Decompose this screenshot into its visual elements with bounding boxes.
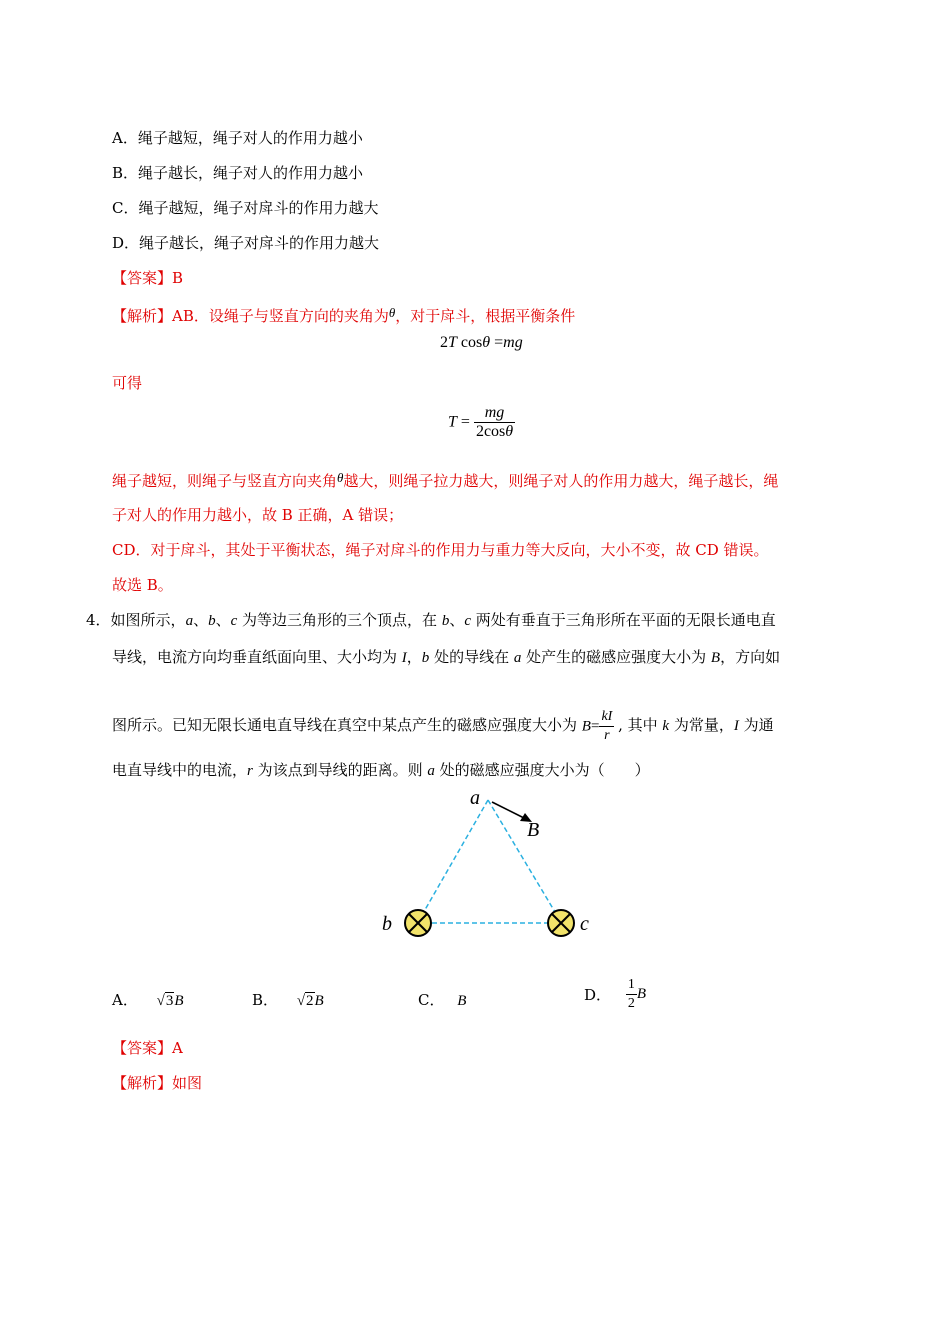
radicand: 3	[165, 993, 174, 1009]
text: 处产生的磁感应强度大小为	[521, 648, 711, 666]
triangle-figure	[370, 786, 610, 946]
wire-c-icon	[548, 910, 574, 936]
text: 为常量，	[669, 715, 734, 734]
answer-tag: 【答案】	[112, 269, 173, 287]
eq-term: =	[494, 334, 504, 351]
label-b: b	[382, 913, 392, 935]
formula-term: =	[590, 718, 600, 735]
var: b	[208, 613, 216, 629]
text: 、	[193, 611, 209, 629]
option-var: B	[314, 993, 324, 1009]
analysis-text: 如图	[172, 1074, 203, 1092]
option-var: B	[174, 993, 184, 1009]
text: 电直导线中的电流，	[112, 761, 248, 779]
question-number: 4．	[86, 611, 111, 629]
var: I	[733, 717, 739, 734]
sqrt-expression: √3	[156, 993, 174, 1009]
denominator: 2cos	[475, 423, 506, 440]
answer-value: A	[172, 1039, 183, 1057]
fraction	[626, 976, 637, 1013]
var: r	[247, 763, 253, 779]
var: b	[441, 613, 450, 629]
q4-answer-line	[112, 1038, 183, 1058]
question-4-line-1	[86, 610, 776, 631]
text: 处的磁感应强度大小为（ ）	[434, 761, 650, 779]
var: k	[662, 717, 670, 734]
paragraph-text: 绳子越短，则绳子与竖直方向夹角	[112, 472, 338, 490]
text: 为该点到导线的距离。则	[252, 761, 428, 779]
answer-line	[112, 268, 183, 288]
conclusion: 故选 B。	[112, 576, 173, 594]
eq-term: =	[460, 413, 470, 431]
label-a: a	[470, 787, 480, 809]
analysis-paragraph-2: CD．对于戽斗，其处于平衡状态，绳子对戽斗的作用力与重力等大反向，大小不变，故 CD 错误。	[112, 541, 769, 559]
triangle-side-ab	[418, 800, 488, 922]
option-var: B	[636, 986, 646, 1002]
eq-term: T	[448, 413, 457, 431]
question-4-line-4	[112, 760, 650, 781]
text: ，方向如	[720, 648, 781, 666]
theta-symbol: θ	[388, 305, 396, 320]
eq-term: m	[503, 334, 515, 351]
answer-value: B	[172, 269, 184, 287]
var: a	[513, 650, 522, 666]
option-var: B	[457, 993, 467, 1009]
var: c	[230, 613, 238, 629]
eq-term: θ	[482, 334, 491, 351]
question-4-line-3	[112, 708, 774, 745]
var: b	[421, 650, 430, 666]
eq-term: cos	[460, 334, 483, 351]
text: 、	[215, 611, 231, 629]
question-4-line-2	[112, 647, 780, 668]
q4-option-d	[584, 976, 646, 1013]
text: 如图所示，	[110, 611, 186, 629]
text: 两处有垂直于三角形所在平面的无限长通电直	[471, 611, 776, 629]
denominator: r	[604, 728, 610, 743]
eq-term: 2	[440, 334, 448, 351]
option-label: C．	[112, 199, 139, 217]
text: 为通	[738, 715, 774, 734]
numerator: mg	[474, 404, 515, 423]
analysis-paragraph-1	[112, 468, 778, 491]
analysis-tag: 【解析】	[112, 1074, 173, 1092]
text: ，	[406, 648, 422, 666]
option-label: D．	[112, 234, 140, 252]
numerator: kI	[599, 708, 614, 727]
eq-term: g	[514, 334, 523, 351]
analysis-tag: 【解析】	[112, 307, 173, 325]
label-B: B	[527, 819, 540, 841]
label-c: c	[580, 913, 589, 935]
theta-symbol: θ	[337, 470, 344, 485]
radicand: 2	[306, 993, 314, 1009]
option-text: 绳子越长，绳子对人的作用力越小	[138, 164, 364, 182]
text: 处的导线在	[429, 648, 514, 666]
option-label: B．	[252, 991, 279, 1009]
answer-tag: 【答案】	[112, 1039, 173, 1057]
fraction	[474, 404, 515, 441]
text: 导线，电流方向均垂直纸面向里、大小均为	[112, 648, 402, 666]
option-label: B．	[112, 164, 139, 182]
option-label: A．	[112, 991, 138, 1009]
option-d	[112, 233, 379, 253]
var: B	[710, 650, 721, 666]
option-a	[112, 128, 363, 148]
numerator: 1	[626, 976, 637, 995]
option-label: D．	[584, 986, 612, 1004]
paragraph-text: 越大，则绳子拉力越大，则绳子对人的作用力越大，绳子越长，绳	[343, 472, 779, 490]
q4-option-b	[252, 990, 324, 1011]
var: a	[185, 613, 194, 629]
fraction	[599, 708, 614, 745]
text: 、	[449, 611, 465, 629]
text: 为等边三角形的三个顶点，在	[237, 611, 442, 629]
field-formula	[581, 709, 618, 743]
analysis-text: ，对于戽斗，根据平衡条件	[395, 307, 576, 325]
var: a	[427, 763, 435, 779]
q4-option-c	[418, 990, 466, 1011]
analysis-paragraph-1-cont: 子对人的作用力越小，故 B 正确，A 错误；	[112, 506, 404, 524]
analysis-text: AB．设绳子与竖直方向的夹角为	[172, 307, 389, 325]
denominator-theta: θ	[505, 423, 514, 440]
option-text: 绳子越长，绳子对戽斗的作用力越大	[139, 234, 380, 252]
var: c	[464, 613, 471, 629]
analysis-intro	[112, 303, 575, 326]
option-text: 绳子越短，绳子对戽斗的作用力越大	[138, 199, 379, 217]
sqrt-expression: √2	[296, 993, 314, 1009]
derive-label: 可得	[112, 374, 143, 392]
q4-option-a	[112, 990, 184, 1011]
wire-b-icon	[405, 910, 431, 936]
equation-tension	[448, 404, 515, 441]
denominator: 2	[627, 996, 635, 1011]
option-label: C．	[418, 991, 445, 1009]
eq-term: T	[448, 334, 457, 351]
text: 图所示。已知无限长通电直导线在真空中某点产生的磁感应强度大小为	[112, 715, 578, 734]
formula-term: B	[581, 718, 591, 735]
equation-balance	[440, 334, 523, 352]
option-text: 绳子越短，绳子对人的作用力越小	[137, 129, 363, 147]
option-b	[112, 163, 363, 183]
q4-analysis-line	[112, 1073, 202, 1093]
option-label: A．	[112, 129, 138, 147]
var: I	[401, 650, 407, 666]
text: , 其中	[618, 715, 663, 734]
option-c	[112, 198, 379, 218]
